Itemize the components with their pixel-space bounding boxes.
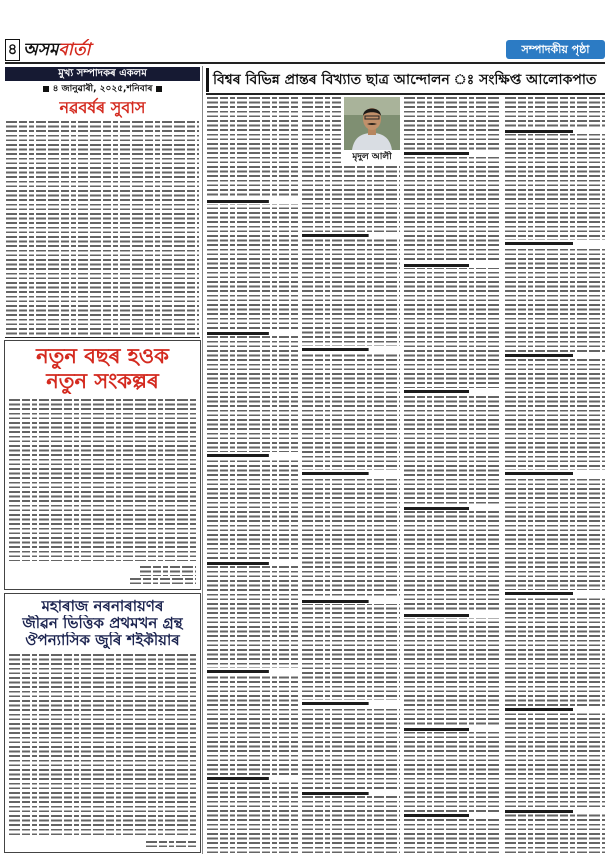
article-subheading — [302, 598, 400, 604]
editorial-body-text — [6, 121, 199, 335]
article-subheading — [404, 150, 500, 156]
author-name-caption: মৃদুল আলী — [352, 152, 392, 162]
article-subheading — [505, 352, 605, 358]
new-year-title-line-2: নতুন সংকল্পৰ — [46, 369, 159, 393]
book-title-line-1: মহাৰাজ নৰনাৰায়ণৰ — [41, 598, 164, 615]
edition-date-text: ৪ জানুৱাৰী, ২০২৫,শনিবাৰ — [52, 84, 153, 94]
article-subheading — [302, 790, 400, 796]
book-body-text — [9, 654, 196, 838]
article-subheading — [302, 470, 400, 476]
article-subheading — [207, 452, 298, 458]
article-column-1-text — [207, 97, 298, 853]
logo-part-2: বাৰ্তা — [58, 40, 91, 60]
article-subheading — [505, 128, 605, 134]
masthead-logo — [23, 39, 109, 61]
article-subheading — [207, 775, 298, 781]
article-subheading — [207, 198, 298, 204]
new-year-title-line-1: নতুন বছৰ হওক — [36, 344, 169, 368]
article-subheading — [404, 812, 500, 818]
headline-underline — [206, 93, 605, 95]
left-column-divider — [5, 337, 200, 338]
article-subheading — [404, 505, 500, 511]
article-subheading — [404, 612, 500, 618]
article-subheading — [207, 560, 298, 566]
editorial-title: নৱবৰ্ষৰ সুবাস — [59, 98, 146, 117]
author-photo — [344, 97, 400, 150]
main-article-headline: বিশ্বৰ বিভিন্ন প্ৰান্তৰ বিখ্যাত ছাত্ৰ আন্দোলন ঃ সংক্ষিপ্ত আলোকপাত — [206, 68, 605, 92]
article-subheading — [404, 262, 500, 268]
header-rule — [5, 62, 605, 64]
main-article-divider — [202, 66, 203, 854]
bullet-square-icon — [156, 86, 162, 92]
article-subheading — [505, 808, 605, 814]
new-year-body-text — [9, 399, 196, 561]
article-subheading — [207, 330, 298, 336]
page-number: ৪ — [5, 39, 20, 61]
edition-date — [5, 83, 200, 95]
article-subheading — [207, 668, 298, 674]
bullet-square-icon — [43, 86, 49, 92]
book-byline — [146, 841, 196, 847]
article-subheading — [505, 470, 605, 476]
article-column-3-text — [404, 97, 500, 853]
book-title-line-2: জীৱন ভিত্তিক প্ৰথমখন গ্ৰন্থ — [22, 615, 183, 632]
article-subheading — [404, 388, 500, 394]
article-subheading — [404, 726, 500, 732]
article-column-2-text-top — [302, 97, 341, 164]
book-title-line-3: ঔপন্যাসিক জুৰি শইকীয়াৰ — [25, 632, 180, 649]
article-subheading — [505, 706, 605, 712]
article-subheading — [302, 700, 400, 706]
section-label: সম্পাদকীয় পৃষ্ঠা — [506, 40, 605, 59]
article-column-2-text — [302, 166, 400, 853]
new-year-byline-contact — [130, 578, 196, 584]
article-subheading — [505, 240, 605, 246]
article-subheading — [302, 346, 400, 352]
new-year-byline — [140, 566, 196, 576]
article-subheading — [302, 232, 400, 238]
logo-part-1: অসম — [23, 40, 59, 60]
editor-column-banner: মুখ্য সম্পাদকৰ একলম — [5, 67, 200, 81]
article-subheading — [505, 590, 605, 596]
